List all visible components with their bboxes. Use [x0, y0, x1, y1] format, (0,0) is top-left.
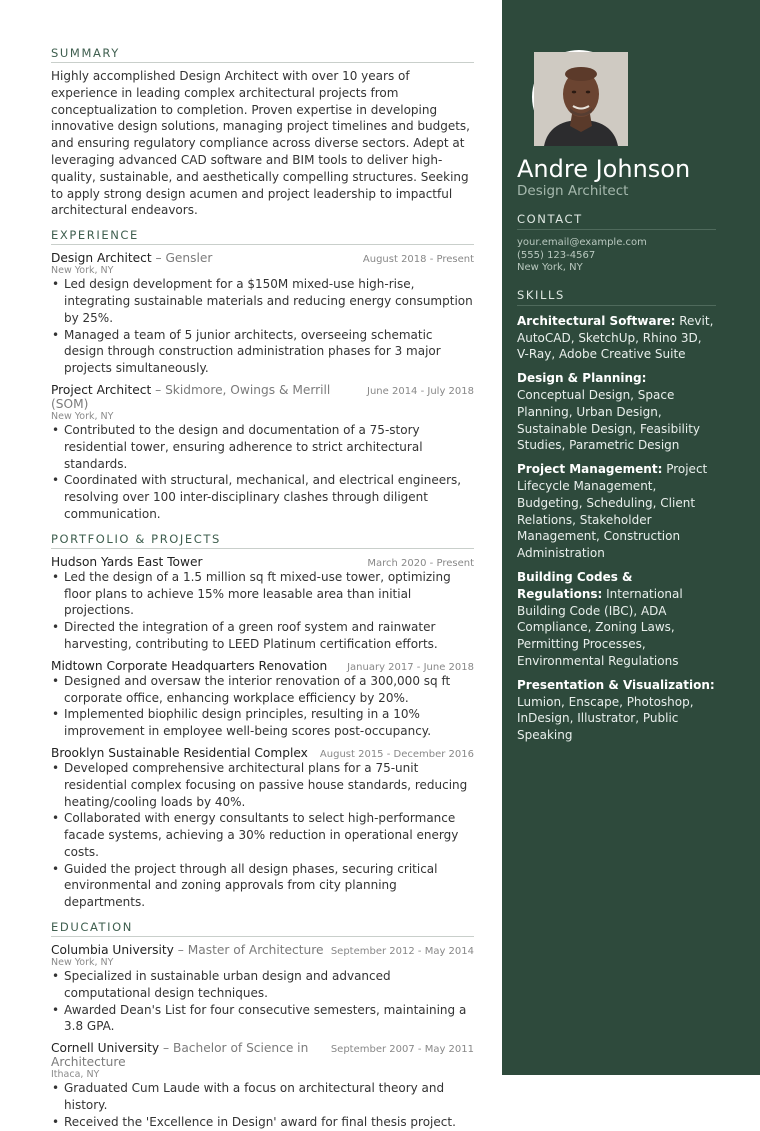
project-name: Hudson Yards East Tower — [51, 554, 203, 569]
entry-date: September 2007 - May 2011 — [330, 1044, 474, 1056]
bullet-item: • Managed a team of 5 junior architects, overseeing schematic design through construction administration phases for 3 major projects simultaneously. — [51, 327, 474, 377]
education-entry — [51, 1041, 474, 1130]
skill-label: Presentation & Visualization: — [517, 677, 715, 692]
bullet-item: • Directed the integration of a green roof system and rainwater harvesting, contributing to LEED Platinum certification efforts. — [51, 619, 474, 653]
skill-text: Conceptual Design, Space Planning, Urban Design, Sustainable Design, Feasibility Studies, Parametric Design — [517, 387, 701, 453]
bullet-item: • Coordinated with structural, mechanical, and electrical engineers, resolving over 100 inter-disciplinary clashes through diligent communication. — [51, 472, 474, 522]
skill-text: Project Lifecycle Management, Budgeting, Scheduling, Client Relations, Stakeholder Management, Construction Administration — [517, 462, 708, 561]
entry-date: August 2018 - Present — [362, 254, 474, 266]
bullet-list — [51, 569, 474, 653]
experience-entry — [51, 251, 474, 377]
skill-group — [517, 677, 716, 744]
bullet-item: • Developed comprehensive architectural plans for a 75-unit residential complex focusing on passive house standards, reducing heating/cooling loads by 40%. — [51, 760, 474, 810]
entry-date: June 2014 - July 2018 — [367, 385, 474, 397]
education-heading: EDUCATION — [51, 920, 474, 937]
skill-text: Revit, AutoCAD, SketchUp, Rhino 3D, V-Ray, Adobe Creative Suite — [517, 313, 714, 362]
experience-entry — [51, 383, 474, 523]
skill-label: Project Management: — [517, 462, 663, 477]
school-name: Columbia University — [51, 943, 174, 958]
bullet-item: • Designed and oversaw the interior renovation of a 300,000 sq ft corporate office, enhancing workplace efficiency by 20%. — [51, 673, 474, 707]
bullet-item: • Collaborated with energy consultants to select high-performance facade systems, achieving a 30% reduction in operational energy costs. — [51, 810, 474, 860]
project-entry — [51, 659, 474, 740]
entry-title — [51, 383, 361, 411]
skills-heading: SKILLS — [517, 288, 716, 306]
portfolio-heading: PORTFOLIO & PROJECTS — [51, 532, 474, 549]
entry-date: September 2012 - May 2014 — [330, 946, 474, 958]
bullet-item: • Led design development for a $150M mixed-use high-rise, integrating sustainable materials and reducing energy consumption by 25%. — [51, 276, 474, 326]
education-entry — [51, 943, 474, 1035]
portrait-icon — [534, 52, 628, 146]
bullet-item: • Implemented biophilic design principles, resulting in a 10% improvement in employee well-being scores post-occupancy. — [51, 706, 474, 740]
entry-date: March 2020 - Present — [367, 557, 474, 569]
entry-location: New York, NY — [51, 410, 114, 422]
entry-title — [51, 943, 323, 957]
bullet-item: • Guided the project through all design phases, securing critical environmental and zoning approvals from city planning departments. — [51, 861, 474, 911]
bullet-item: • Contributed to the design and documentation of a 75-story residential tower, ensuring adherence to strict architectural standards. — [51, 422, 474, 472]
skill-group — [517, 370, 716, 454]
sidebar — [502, 0, 760, 1075]
experience-heading: EXPERIENCE — [51, 228, 474, 245]
bullet-list — [51, 673, 474, 740]
skill-group — [517, 569, 716, 670]
entry-title — [51, 1041, 311, 1069]
summary-heading: SUMMARY — [51, 46, 474, 63]
employer: – Skidmore, Owings & Merrill (SOM) — [51, 382, 331, 411]
entry-location: New York, NY — [51, 957, 114, 969]
contact-location: New York, NY — [517, 262, 583, 274]
school-name: Cornell University — [51, 1041, 160, 1056]
degree: – Bachelor of Science in Architecture — [51, 1041, 309, 1070]
education-section — [51, 920, 474, 1131]
summary-section — [51, 46, 474, 219]
skill-group — [517, 461, 716, 562]
project-name: Brooklyn Sustainable Residential Complex — [51, 745, 308, 760]
skill-label: Design & Planning: — [517, 371, 647, 386]
entry-date: January 2017 - June 2018 — [347, 661, 474, 673]
contact-phone[interactable]: (555) 123-4567 — [517, 249, 596, 261]
contact-heading: CONTACT — [517, 212, 716, 230]
job-role: Design Architect — [51, 251, 152, 266]
degree: – Master of Architecture — [173, 943, 324, 958]
project-entry — [51, 555, 474, 653]
bullet-item: • Graduated Cum Laude with a focus on architectural theory and history. — [51, 1080, 474, 1114]
employer: – Gensler — [151, 251, 213, 266]
bullet-list — [51, 276, 474, 377]
bullet-item: • Specialized in sustainable urban design and advanced computational design techniques. — [51, 968, 474, 1002]
candidate-name: Andre Johnson — [517, 155, 691, 183]
entry-date: August 2015 - December 2016 — [319, 748, 474, 760]
bullet-item: • Led the design of a 1.5 million sq ft mixed-use tower, optimizing floor plans to achieve 15% more leasable area than initial projections. — [51, 569, 474, 619]
skill-label: Architectural Software: — [517, 313, 676, 328]
entry-location: Ithaca, NY — [51, 1069, 100, 1081]
bullet-list — [51, 760, 474, 911]
bullet-item: • Received the 'Excellence in Design' award for final thesis project. — [51, 1114, 474, 1131]
project-name: Midtown Corporate Headquarters Renovation — [51, 658, 328, 673]
summary-text: Highly accomplished Design Architect with over 10 years of experience in leading complex architectural projects from conceptualization to completion. Proven expertise in developing innovative design solutions, managing project timelines and budgets, and ensuring regulatory compliance across diverse sectors. Adept at leveraging advanced CAD software and BIM tools to deliver high-quality, sustainable, and aesthetically compelling structures. Seeking to apply strong design acumen and project leadership to impactful architectural endeavors. — [51, 69, 470, 218]
entry-title — [51, 251, 212, 265]
entry-location: New York, NY — [51, 265, 114, 277]
bullet-list — [51, 422, 474, 523]
portfolio-section — [51, 532, 474, 911]
bullet-item: • Awarded Dean's List for four consecutive semesters, maintaining a 3.8 GPA. — [51, 1002, 474, 1036]
avatar — [532, 50, 626, 144]
skill-text: International Building Code (IBC), ADA Compliance, Zoning Laws, Permitting Processes, Environmental Regulations — [517, 586, 683, 668]
project-entry — [51, 746, 474, 911]
job-role: Project Architect — [51, 382, 152, 397]
bullet-list — [51, 968, 474, 1035]
skill-text: Lumion, Enscape, Photoshop, InDesign, Illustrator, Public Speaking — [517, 694, 694, 743]
skill-group — [517, 313, 716, 363]
candidate-role: Design Architect — [517, 183, 629, 199]
skill-label: Building Codes & Regulations: — [517, 569, 633, 601]
bullet-list — [51, 1080, 474, 1130]
experience-section — [51, 228, 474, 523]
contact-email[interactable]: your.email@example.com — [517, 237, 647, 248]
